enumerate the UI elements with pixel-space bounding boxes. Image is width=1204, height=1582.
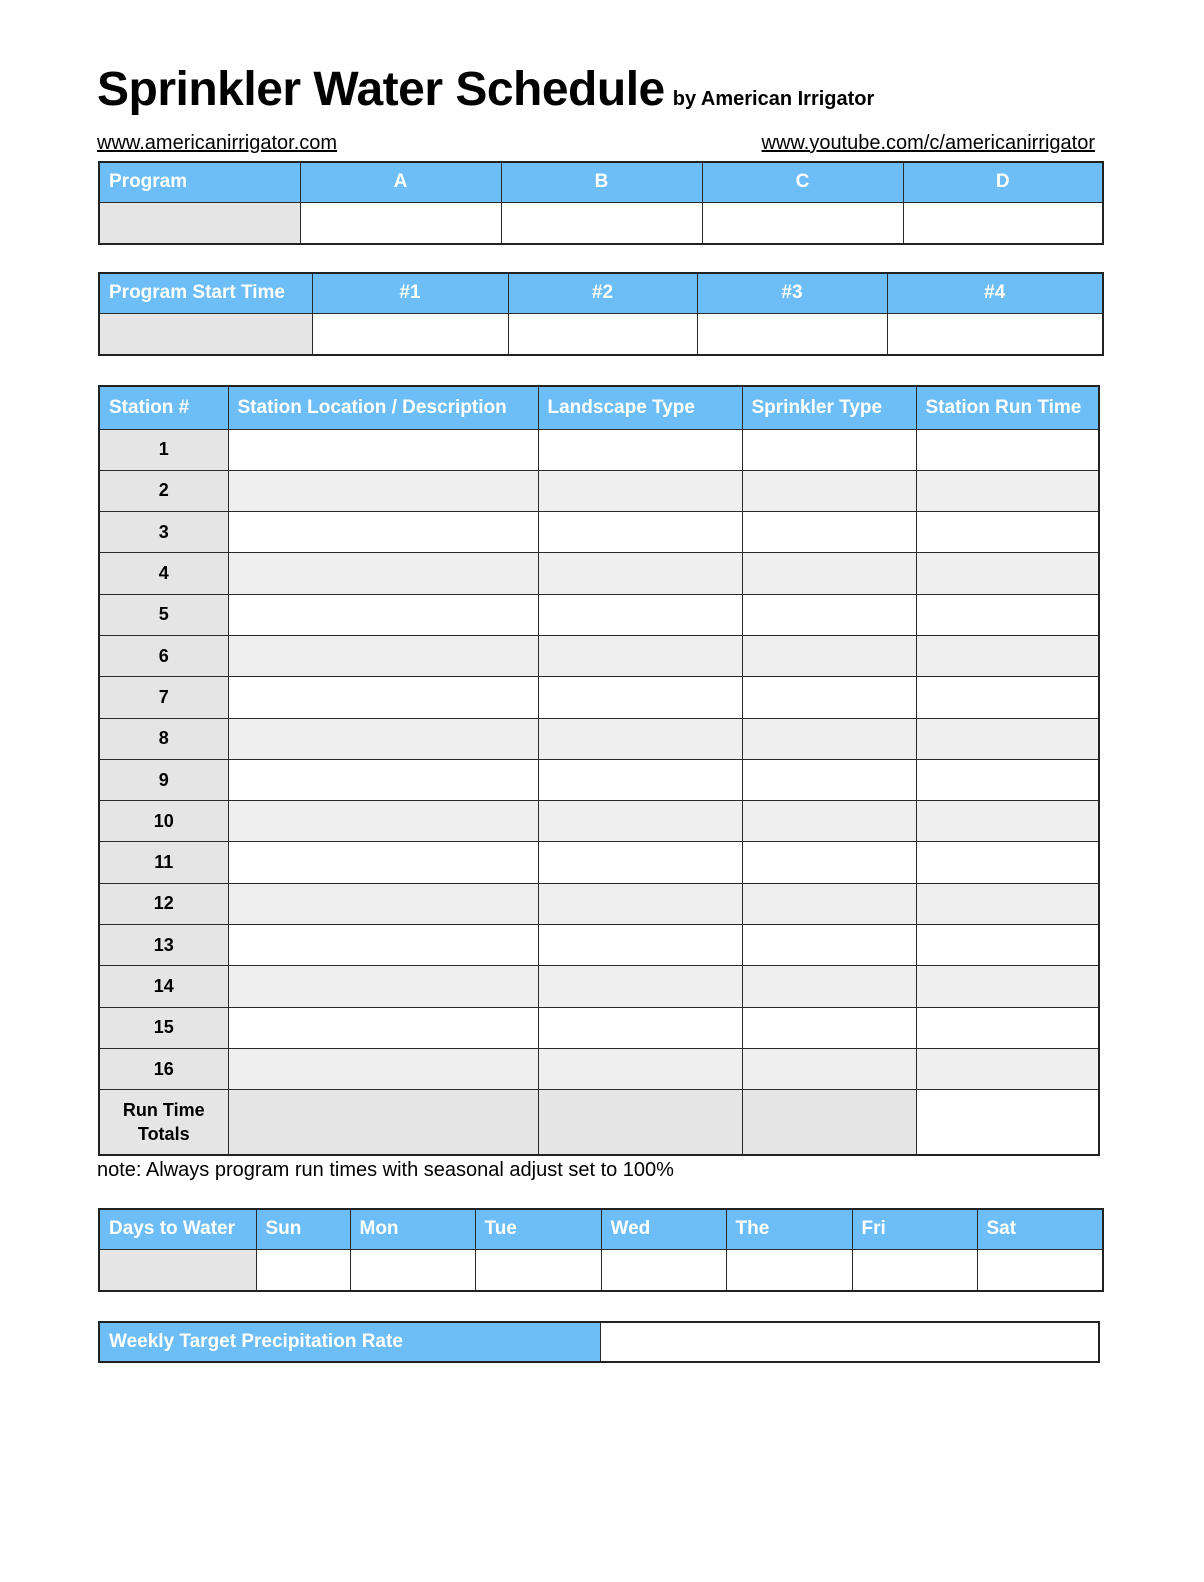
program-a-cell[interactable]	[300, 202, 501, 244]
station-location-cell[interactable]	[228, 677, 538, 718]
station-run-time-cell[interactable]	[916, 718, 1099, 759]
station-number: 5	[99, 594, 228, 635]
program-col-header: C	[702, 162, 903, 202]
landscape-type-cell[interactable]	[538, 594, 742, 635]
totals-location-cell	[228, 1090, 538, 1155]
station-run-time-cell[interactable]	[916, 594, 1099, 635]
day-cell-sat[interactable]	[977, 1249, 1103, 1291]
landscape-type-cell[interactable]	[538, 718, 742, 759]
youtube-link[interactable]: www.youtube.com/c/americanirrigator	[761, 132, 1095, 154]
run-time-totals-line2: Totals	[137, 1124, 190, 1144]
sprinkler-type-cell[interactable]	[742, 1007, 916, 1048]
station-location-cell[interactable]	[228, 512, 538, 553]
sprinkler-type-cell[interactable]	[742, 470, 916, 511]
station-run-time-cell[interactable]	[916, 553, 1099, 594]
station-row	[99, 553, 1099, 594]
sprinkler-type-header: Sprinkler Type	[742, 386, 916, 429]
station-run-time-cell[interactable]	[916, 635, 1099, 676]
station-number: 9	[99, 759, 228, 800]
program-c-cell[interactable]	[702, 202, 903, 244]
day-header-sat: Sat	[977, 1209, 1103, 1249]
station-location-header: Station Location / Description	[228, 386, 538, 429]
station-run-time-cell[interactable]	[916, 801, 1099, 842]
station-number: 16	[99, 1048, 228, 1089]
station-row	[99, 759, 1099, 800]
landscape-type-cell[interactable]	[538, 1048, 742, 1089]
day-header-tue: Tue	[475, 1209, 601, 1249]
program-table	[98, 161, 1104, 245]
station-location-cell[interactable]	[228, 1048, 538, 1089]
landscape-type-cell[interactable]	[538, 925, 742, 966]
station-rows	[99, 429, 1099, 1090]
landscape-type-cell[interactable]	[538, 1007, 742, 1048]
day-cell-sun[interactable]	[256, 1249, 350, 1291]
sprinkler-type-cell[interactable]	[742, 594, 916, 635]
program-col-header: B	[501, 162, 702, 202]
start-time-table	[98, 272, 1104, 356]
sprinkler-type-cell[interactable]	[742, 759, 916, 800]
website-link[interactable]: www.americanirrigator.com	[97, 132, 338, 154]
totals-run-time-cell[interactable]	[916, 1090, 1099, 1155]
landscape-type-cell[interactable]	[538, 759, 742, 800]
program-d-cell[interactable]	[903, 202, 1103, 244]
station-row	[99, 842, 1099, 883]
landscape-type-cell[interactable]	[538, 801, 742, 842]
station-location-cell[interactable]	[228, 842, 538, 883]
day-cell-thu[interactable]	[726, 1249, 852, 1291]
station-number: 12	[99, 883, 228, 924]
precipitation-label: Weekly Target Precipitation Rate	[99, 1322, 600, 1362]
station-row	[99, 1048, 1099, 1089]
station-row	[99, 429, 1099, 470]
day-header-wed: Wed	[601, 1209, 726, 1249]
landscape-type-cell[interactable]	[538, 883, 742, 924]
sprinkler-type-cell[interactable]	[742, 842, 916, 883]
station-row	[99, 1007, 1099, 1048]
day-cell-mon[interactable]	[350, 1249, 475, 1291]
station-run-time-cell[interactable]	[916, 677, 1099, 718]
station-run-time-cell[interactable]	[916, 429, 1099, 470]
landscape-type-cell[interactable]	[538, 512, 742, 553]
landscape-type-cell[interactable]	[538, 677, 742, 718]
sprinkler-type-cell[interactable]	[742, 925, 916, 966]
station-location-cell[interactable]	[228, 801, 538, 842]
station-run-time-cell[interactable]	[916, 1007, 1099, 1048]
program-b-cell[interactable]	[501, 202, 702, 244]
station-run-time-cell[interactable]	[916, 966, 1099, 1007]
landscape-type-cell[interactable]	[538, 553, 742, 594]
day-header-thu: The	[726, 1209, 852, 1249]
station-number: 1	[99, 429, 228, 470]
landscape-type-cell[interactable]	[538, 966, 742, 1007]
run-time-totals-line1: Run Time	[122, 1100, 205, 1120]
sprinkler-type-cell[interactable]	[742, 553, 916, 594]
program-col-header: A	[300, 162, 501, 202]
day-header-mon: Mon	[350, 1209, 475, 1249]
station-number: 8	[99, 718, 228, 759]
station-location-cell[interactable]	[228, 759, 538, 800]
totals-landscape-cell	[538, 1090, 742, 1155]
station-row	[99, 594, 1099, 635]
station-row	[99, 512, 1099, 553]
station-run-time-header: Station Run Time	[916, 386, 1099, 429]
station-row	[99, 677, 1099, 718]
station-run-time-cell[interactable]	[916, 512, 1099, 553]
station-row	[99, 718, 1099, 759]
start-time-row-label-cell	[99, 313, 312, 355]
start-time-col-header: #1	[312, 273, 508, 313]
station-location-cell[interactable]	[228, 553, 538, 594]
sprinkler-type-cell[interactable]	[742, 512, 916, 553]
day-cell-wed[interactable]	[601, 1249, 726, 1291]
sprinkler-type-cell[interactable]	[742, 1048, 916, 1089]
station-table	[98, 385, 1100, 1156]
landscape-type-cell[interactable]	[538, 470, 742, 511]
program-col-header: D	[903, 162, 1103, 202]
precipitation-table	[98, 1321, 1100, 1363]
station-row	[99, 883, 1099, 924]
title-text: Sprinkler Water Schedule	[97, 63, 665, 116]
station-number: 4	[99, 553, 228, 594]
station-location-cell[interactable]	[228, 429, 538, 470]
station-run-time-cell[interactable]	[916, 925, 1099, 966]
station-location-cell[interactable]	[228, 925, 538, 966]
station-number: 7	[99, 677, 228, 718]
start-time-col-header: #4	[887, 273, 1103, 313]
station-row	[99, 925, 1099, 966]
start-time-2-cell[interactable]	[508, 313, 697, 355]
station-location-cell[interactable]	[228, 883, 538, 924]
page-title	[97, 62, 874, 117]
day-cell-fri[interactable]	[852, 1249, 977, 1291]
station-number: 14	[99, 966, 228, 1007]
station-number: 13	[99, 925, 228, 966]
station-row	[99, 470, 1099, 511]
precipitation-value-cell[interactable]	[600, 1322, 1099, 1362]
start-time-3-cell[interactable]	[697, 313, 887, 355]
station-run-time-cell[interactable]	[916, 1048, 1099, 1089]
sprinkler-type-cell[interactable]	[742, 801, 916, 842]
station-number: 6	[99, 635, 228, 676]
run-time-totals-label	[99, 1090, 228, 1155]
station-location-cell[interactable]	[228, 594, 538, 635]
landscape-type-cell[interactable]	[538, 429, 742, 470]
start-time-col-header: #2	[508, 273, 697, 313]
day-cell-tue[interactable]	[475, 1249, 601, 1291]
sprinkler-type-cell[interactable]	[742, 966, 916, 1007]
station-number: 2	[99, 470, 228, 511]
program-header-label: Program	[99, 162, 300, 202]
sprinkler-type-cell[interactable]	[742, 883, 916, 924]
station-run-time-cell[interactable]	[916, 883, 1099, 924]
station-number: 3	[99, 512, 228, 553]
sprinkler-type-cell[interactable]	[742, 429, 916, 470]
station-location-cell[interactable]	[228, 1007, 538, 1048]
station-number: 15	[99, 1007, 228, 1048]
sprinkler-type-cell[interactable]	[742, 718, 916, 759]
station-row	[99, 635, 1099, 676]
start-time-1-cell[interactable]	[312, 313, 508, 355]
station-run-time-cell[interactable]	[916, 842, 1099, 883]
station-location-cell[interactable]	[228, 470, 538, 511]
start-time-header-label: Program Start Time	[99, 273, 312, 313]
station-location-cell[interactable]	[228, 635, 538, 676]
day-header-sun: Sun	[256, 1209, 350, 1249]
station-row	[99, 801, 1099, 842]
totals-sprinkler-cell	[742, 1090, 916, 1155]
days-to-water-label: Days to Water	[99, 1209, 256, 1249]
station-number: 11	[99, 842, 228, 883]
start-time-col-header: #3	[697, 273, 887, 313]
station-number: 10	[99, 801, 228, 842]
start-time-4-cell[interactable]	[887, 313, 1103, 355]
days-row-label-cell	[99, 1249, 256, 1291]
station-run-time-cell[interactable]	[916, 759, 1099, 800]
byline: by American Irrigator	[672, 88, 875, 110]
station-location-cell[interactable]	[228, 966, 538, 1007]
sprinkler-type-cell[interactable]	[742, 677, 916, 718]
day-header-fri: Fri	[852, 1209, 977, 1249]
station-location-cell[interactable]	[228, 718, 538, 759]
program-row-label-cell	[99, 202, 300, 244]
station-run-time-cell[interactable]	[916, 470, 1099, 511]
landscape-type-cell[interactable]	[538, 635, 742, 676]
note-text: note: Always program run times with seasonal adjust set to 100%	[97, 1159, 674, 1181]
station-number-header: Station #	[99, 386, 228, 429]
landscape-type-cell[interactable]	[538, 842, 742, 883]
station-row	[99, 966, 1099, 1007]
sprinkler-type-cell[interactable]	[742, 635, 916, 676]
days-to-water-table	[98, 1208, 1104, 1292]
landscape-type-header: Landscape Type	[538, 386, 742, 429]
